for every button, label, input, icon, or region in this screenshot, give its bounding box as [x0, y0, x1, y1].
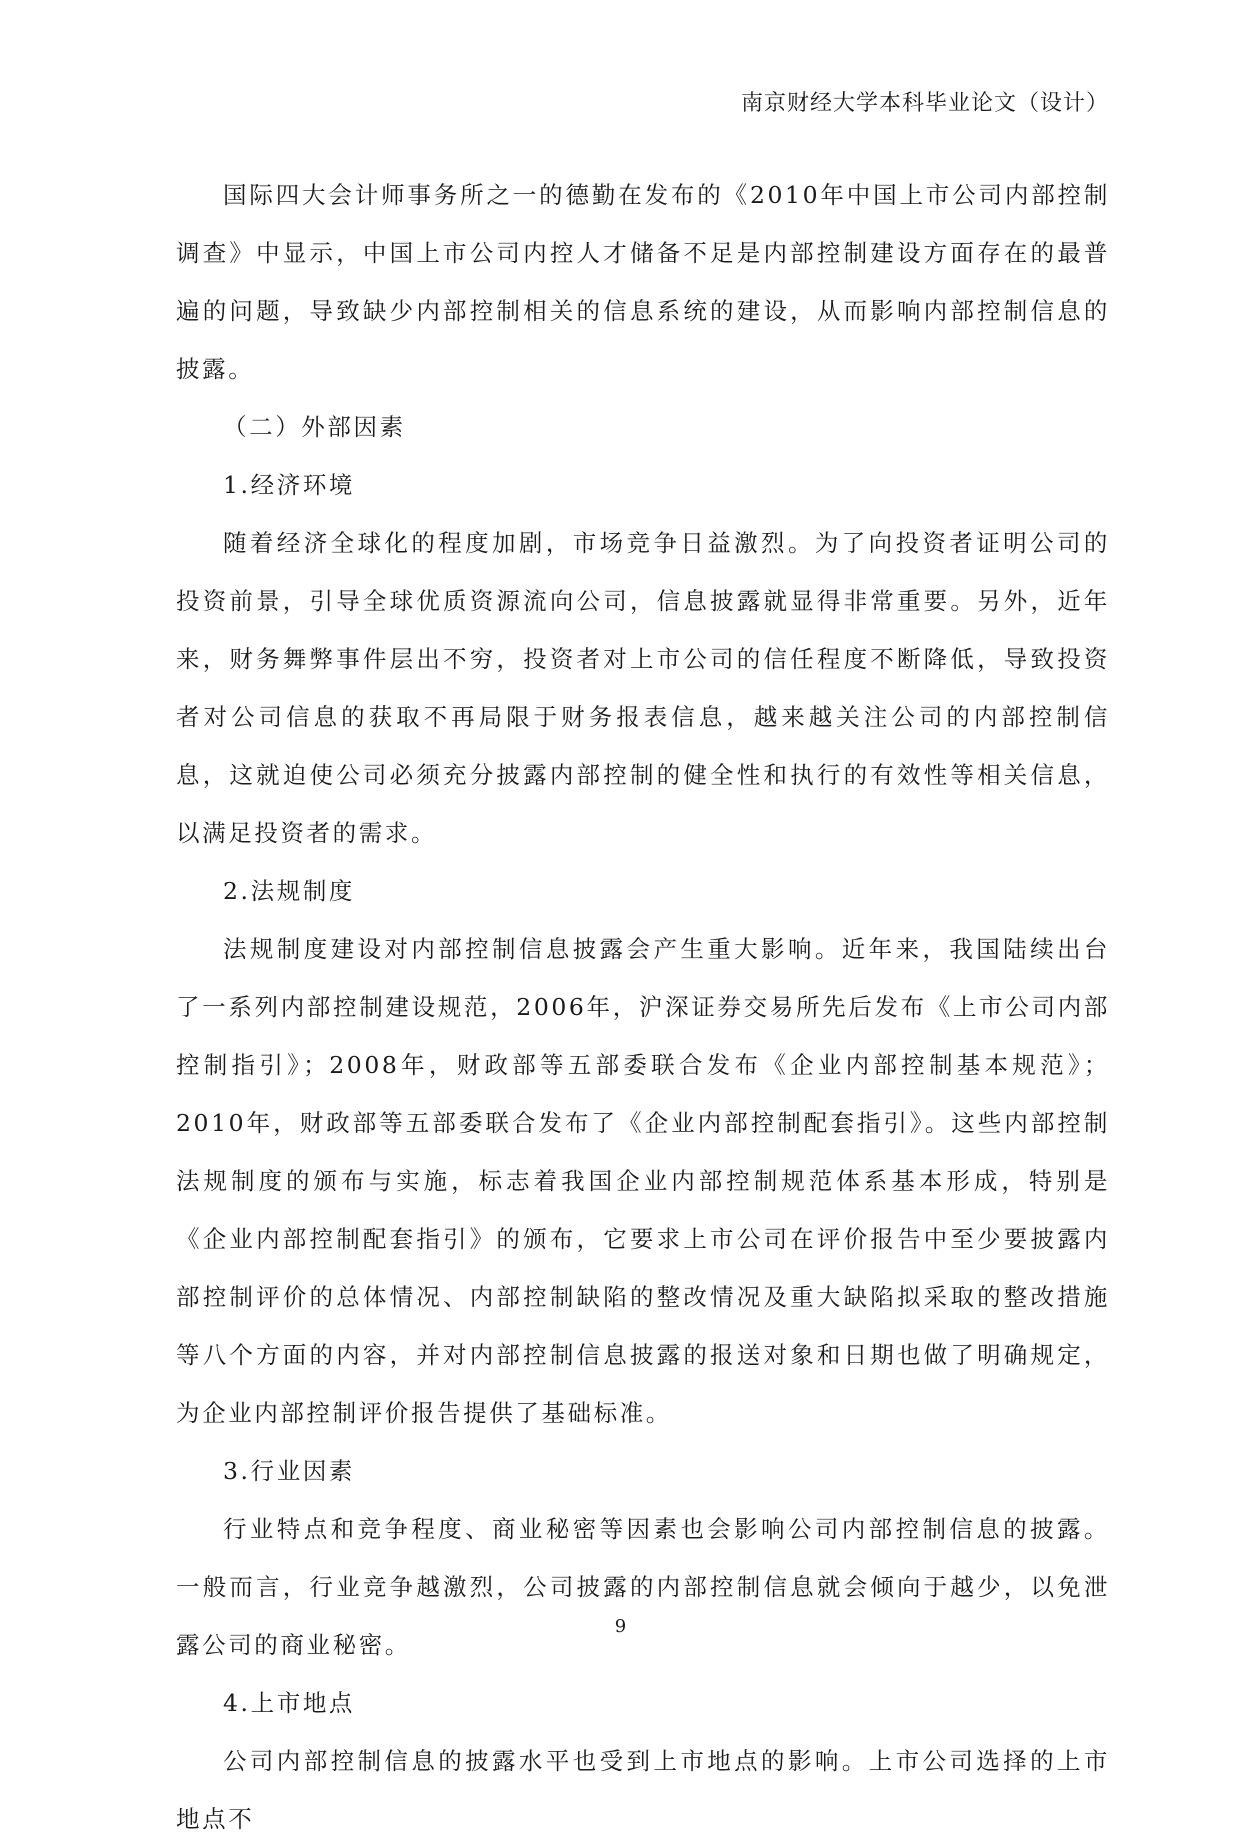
section-heading-external-factors: （二）外部因素 [223, 413, 406, 441]
subheading-listing-location: 4.上市地点 [223, 1689, 356, 1717]
header-rule [176, 128, 1109, 129]
subheading-economic-environment: 1.经济环境 [223, 471, 356, 499]
paragraph-deloitte-survey: 国际四大会计师事务所之一的德勤在发布的《2010年中国上市公司内部控制调查》中显示，中国上市公司内控人才储备不足是内部控制建设方面存在的最普遍的问题，导致缺少内部控制相关的信息系统的建设，从而影响内部控制信息的披露。 [176, 181, 1110, 383]
paragraph-industry-factors: 行业特点和竞争程度、商业秘密等因素也会影响公司内部控制信息的披露。一般而言，行业竞争越激烈，公司披露的内部控制信息就会倾向于越少，以免泄露公司的商业秘密。 [176, 1515, 1110, 1659]
paragraph-regulations: 法规制度建设对内部控制信息披露会产生重大影响。近年来，我国陆续出台了一系列内部控制建设规范，2006年，沪深证券交易所先后发布《上市公司内部控制指引》；2008年，财政部等五部委联合发布《企业内部控制基本规范》；2010年，财政部等五部委联合发布了《企业内部控制配套指引》。这些内部控制法规制度的颁布与实施，标志着我国企业内部控制规范体系基本形成，特别是《企业内部控制配套指引》的颁布，它要求上市公司在评价报告中至少要披露内部控制评价的总体情况、内部控制缺陷的整改情况及重大缺陷拟采取的整改措施等八个方面的内容，并对内部控制信息披露的报送对象和日期也做了明确规定，为企业内部控制评价报告提供了基础标准。 [176, 935, 1110, 1427]
body-text [176, 166, 1110, 1848]
subheading-industry-factors: 3.行业因素 [223, 1457, 356, 1485]
page-number: 9 [614, 1616, 627, 1637]
subheading-regulations: 2.法规制度 [223, 877, 356, 905]
paragraph-economic-environment: 随着经济全球化的程度加剧，市场竞争日益激烈。为了向投资者证明公司的投资前景，引导全球优质资源流向公司，信息披露就显得非常重要。另外，近年来，财务舞弊事件层出不穷，投资者对上市公司的信任程度不断降低，导致投资者对公司信息的获取不再局限于财务报表信息，越来越关注公司的内部控制信息，这就迫使公司必须充分披露内部控制的健全性和执行的有效性等相关信息，以满足投资者的需求。 [176, 529, 1110, 847]
paragraph-listing-location: 公司内部控制信息的披露水平也受到上市地点的影响。上市公司选择的上市地点不 [176, 1747, 1110, 1833]
page-header: 南京财经大学本科毕业论文（设计） [740, 91, 1109, 116]
